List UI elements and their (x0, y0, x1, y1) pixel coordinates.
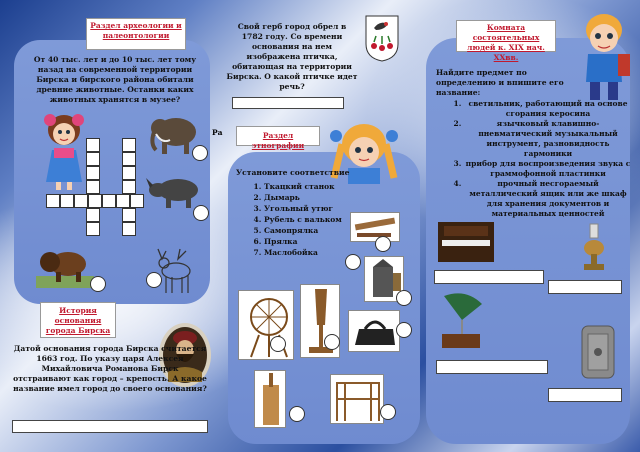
list-item: 3. прибор для воспроизведения звука с граммофонной пластинки (464, 159, 632, 179)
answer-circle[interactable] (396, 290, 412, 306)
safe-picture (578, 322, 618, 382)
coat-of-arms-icon (364, 14, 400, 62)
crossword-cell[interactable] (86, 222, 100, 236)
rhino-picture (144, 170, 206, 210)
loom-picture (330, 374, 384, 424)
crossword-cell[interactable] (122, 208, 136, 222)
coat-of-arms (364, 14, 400, 62)
rhino-icon (144, 170, 206, 210)
boy-icon (574, 8, 634, 104)
bird-answer-field[interactable] (232, 97, 344, 109)
crossword-cell[interactable] (74, 194, 88, 208)
loom-icon (331, 375, 384, 424)
crossword-cell[interactable] (122, 166, 136, 180)
crossword-cell[interactable] (46, 194, 60, 208)
list-item: 2. Дымарь (264, 192, 374, 203)
butter-churn-icon (255, 371, 286, 428)
history-title: История основания города Бирска (40, 302, 116, 338)
answer-circle[interactable] (375, 236, 391, 252)
list-item: 7. Маслобойка (264, 247, 374, 258)
crossword-cell[interactable] (86, 208, 100, 222)
gramophone-picture (436, 290, 486, 352)
crossword-cell[interactable] (60, 194, 74, 208)
girl-icon (40, 110, 88, 194)
bison-icon (36, 240, 94, 288)
kerosene-lamp-picture (578, 222, 610, 272)
room-list (452, 99, 632, 219)
gramophone-answer-field[interactable] (436, 360, 548, 374)
list-item: 4. прочный несгораемый металлический ящик или же шкаф для хранения документов и материальных ценностей (464, 179, 632, 219)
archaeology-question: От 40 тыс. лет и до 10 тыс. лет тому назад на современной территории Бирска и бирского района обитали древние животные. Останки каких животных хранятся в музее? (33, 55, 197, 104)
iron-picture (348, 310, 400, 352)
answer-circle[interactable] (289, 406, 305, 422)
elk-icon (150, 245, 196, 295)
crossword-cell[interactable] (86, 180, 100, 194)
list-item: 1. светильник, работающий на основе сгорания керосина (464, 99, 632, 119)
answer-circle[interactable] (270, 336, 286, 352)
crossword-cell[interactable] (122, 138, 136, 152)
list-item: 6. Прялка (264, 236, 374, 247)
answer-circle[interactable] (193, 205, 209, 221)
history-question: Датой основания города Бирска считается 1663 год. По указу царя Алексея Михайловича Романова Бирск отстраивают как город – крепость. А какое название имел город до своего основания? (13, 344, 207, 393)
crossword-cell[interactable] (122, 180, 136, 194)
safe-answer-field[interactable] (548, 388, 622, 402)
room-title: Комната состоятельных людей к. XIX нач. XXвв. (456, 20, 556, 52)
crossword-cell[interactable] (86, 166, 100, 180)
answer-circle[interactable] (345, 254, 361, 270)
crossword-cell[interactable] (122, 222, 136, 236)
crossword-cell[interactable] (86, 138, 100, 152)
gramophone-icon (436, 290, 486, 352)
kerosene-lamp-icon (578, 222, 610, 272)
list-item: 2. язычковый клавишно-пневматический музыкальный инструмент, разновидность гармоники (464, 119, 632, 159)
harmonium-picture (434, 218, 498, 266)
bison-picture (36, 240, 94, 288)
ethnography-intro: Установите соответствие (236, 168, 350, 177)
answer-circle[interactable] (192, 145, 208, 161)
room-intro: Найдите предмет по определению и впишите его название: (436, 68, 564, 97)
list-item: 5. Самопрялка (264, 225, 374, 236)
answer-circle[interactable] (380, 404, 396, 420)
coat-of-arms-question: Свой герб город обрел в 1782 году. Со времени основания на нем изображена птичка, обитающая на территории Бирска. О какой птичке идет речь? (226, 22, 358, 91)
list-item: 3. Угольный утюг (264, 203, 374, 214)
crossword-cell[interactable] (102, 194, 116, 208)
history-answer-field[interactable] (12, 420, 208, 433)
iron-icon (349, 311, 400, 352)
safe-icon (578, 322, 618, 382)
elk-picture (150, 245, 196, 295)
harmonium-icon (434, 218, 498, 266)
spinning-wheel-icon (239, 291, 294, 360)
spinning-wheel-picture (238, 290, 294, 360)
answer-circle[interactable] (324, 334, 340, 350)
stray-label: Ра (212, 128, 223, 137)
rubel-picture (350, 212, 400, 242)
crossword-cell[interactable] (116, 194, 130, 208)
answer-circle[interactable] (146, 272, 162, 288)
crossword-cell[interactable] (88, 194, 102, 208)
answer-circle[interactable] (90, 276, 106, 292)
crossword-cell[interactable] (122, 152, 136, 166)
harmonium-answer-field[interactable] (434, 270, 544, 284)
crossword-cell[interactable] (130, 194, 144, 208)
lamp-answer-field[interactable] (548, 280, 622, 294)
ethnography-title: Раздел этнографии (236, 126, 320, 146)
rubel-icon (351, 213, 400, 242)
archaeology-title: Раздел археологии и палеонтологии (86, 18, 186, 50)
answer-circle[interactable] (396, 322, 412, 338)
list-item: 1. Ткацкий станок (264, 181, 374, 192)
crossword-cell[interactable] (86, 152, 100, 166)
list-item: 4. Рубель с вальком (264, 214, 374, 225)
butter-churn-picture (254, 370, 286, 428)
